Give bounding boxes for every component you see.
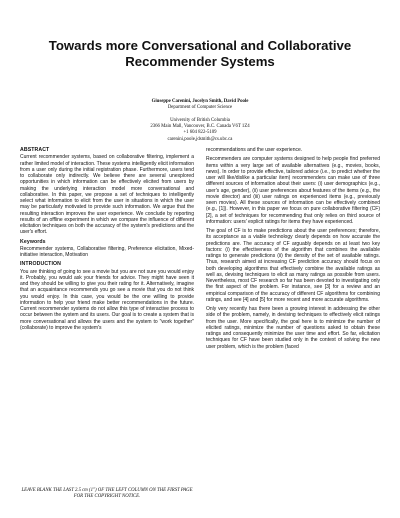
keywords-heading: Keywords: [20, 238, 46, 245]
abstract-heading: ABSTRACT: [20, 147, 50, 153]
introduction-heading: INTRODUCTION: [20, 261, 61, 268]
author-phone: +1 604 822-5109: [183, 130, 217, 136]
author-block: [40, 99, 360, 143]
paper-title: Towards more Conversational and Collaborative Recommender Systems: [48, 38, 352, 69]
body-paragraph-4: Only very recently has there been a growing interest in addressing the other side of the problem, namely, in devising techniques to effectively elicit ratings from the user. More specifically, the goal here is to minimize the number of elicited ratings, minimize the number of questions asked to obtain these ratings and consequently minimize the user time and effort. So far, elicitation techniques for CF have been studied only in the context of solving the new user problem, which is the problem (faced: [206, 306, 380, 350]
abstract-text: Current recommender systems, based on collaborative filtering, implement a rather limited model of interaction. These systems intelligently elicit information from a user only during the initial registration phase. Furthermore, users tend to collaborate only indirectly. We believe there are several unexplored opportunities in which information can be effectively elicited from users by making the underlying interaction model more conversational and collaborative. In this paper, we propose a set of techniques to intelligently select what information to elicit from the user in situations in which the user may be particularly motivated to provide such information. We argue that the resulting interaction improves the user experience. We conclude by reporting results of an offline experiment in which we compare the influence of different elicitation techniques on both the accuracy of the system's predictions and the user's effort.: [20, 154, 194, 236]
right-column: [206, 147, 380, 353]
body-paragraph-1: recommendations and the user experience.: [206, 147, 303, 153]
body-paragraph-2: Recommenders are computer systems designed to help people find preferred items within a very large set of available alternatives (e.g., movies, books, news). In order to provide effective, tailored advice (i.e., to predict whether the user will like/dislike a particular item) recommenders can make use of three different sources of information about their users: (i) user demographics (e.g., user's age, gender), (ii) user preferences about features of the items (e.g., the movie director) and (iii) user ratings on experienced items (e.g., previously seen movies). All these sources of information can be effectively combined (e.g., [1]). However, in this paper we focus on pure collaborative filtering (CF) [2], a set of techniques for recommending that only relies on third source of information: users' explicit ratings for items they have experienced.: [206, 156, 380, 225]
keywords-text: Recommender systems, Collaborative filtering, Preference elicitation, Mixed-initiative interaction, Motivation: [20, 245, 194, 258]
author-address: 2366 Main Mall, Vancouver, B.C. Canada V6T 1Z4: [150, 124, 250, 130]
author-department: Department of Computer Science: [167, 105, 233, 111]
author-email: carenini,poole,jdsmith@cs.ubc.ca: [167, 136, 233, 142]
copyright-notice: LEAVE BLANK THE LAST 2.5 cm (1") OF THE LEFT COLUMN ON THE FIRST PAGE FOR THE COPYRIGHT NOTICE.: [21, 488, 193, 499]
left-column: [20, 147, 194, 334]
body-paragraph-3: The goal of CF is to make predictions about the user preferences; therefore, its acceptance as a viable technology clearly depends on how accurate the predictions are. The accuracy of CF arguably depends on at least two key factors: (i) the effectiveness of the algorithm that combines the available ratings to generate predictions (ii) the density of the set of available ratings. Thus, research aimed at increasing CF prediction accuracy should focus on both developing algorithms that effectively combine the available ratings as well as, devising techniques to elicit as many ratings as possible from users. Nevertheless, most CF research so far has been devoted to investigating only the first aspect of the problem. For instance, see [3] for a review and an empirical comparison of the accuracy of different CF algorithms for combining ratings, and see [4] and [5] for more recent and more accurate algorithms.: [206, 228, 380, 303]
author-names: Giuseppe Carenini, Jocelyn Smith, David Poole: [151, 99, 249, 104]
introduction-text: You are thinking of going to see a movie but you are not sure you would enjoy it. Probably, you would ask your friends for advice. They might have seen it and they should be willing to give you their rating for it. Alternatively, imagine that an acquaintance recommends you go see a movie that you do not think you would enjoy. In this case, you would be the one willing to provide information to help your friend make better recommendations in the future. Current recommender systems do not allow this type of interactive process to occur between the system and its users. Our goal is to create a system that is more conversational and allows the users and the system to "work together" (collaborate) to improve the system's: [20, 268, 194, 331]
author-university: University of British Columbia: [170, 117, 230, 123]
